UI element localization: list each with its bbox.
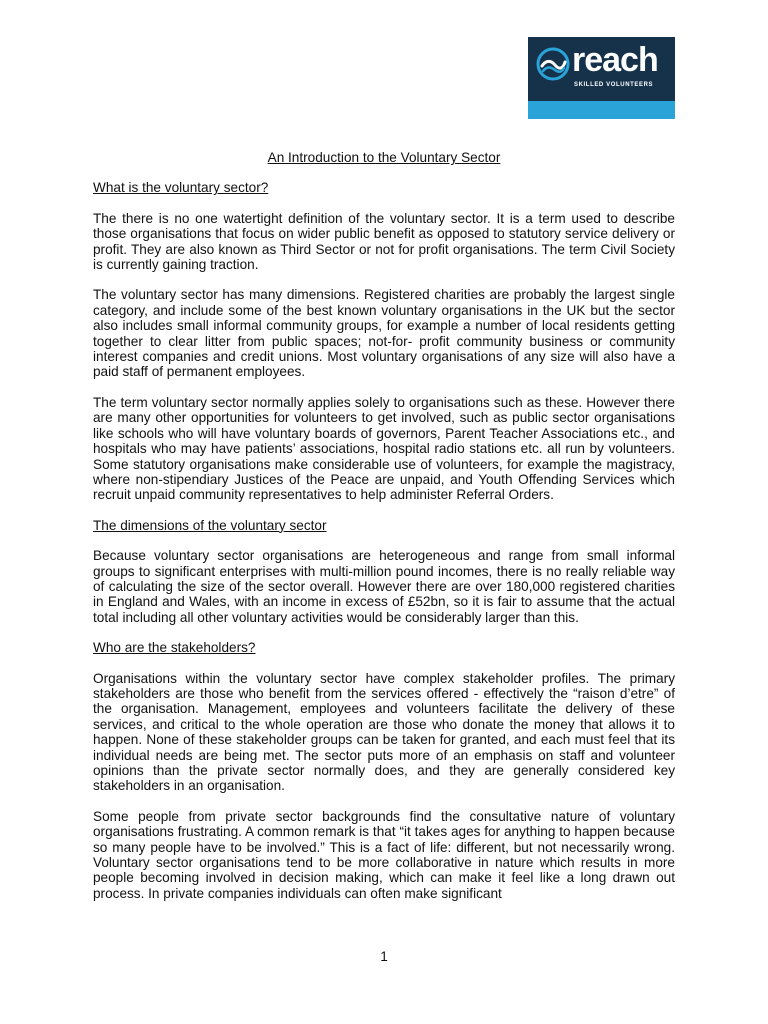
page-number: 1: [380, 949, 388, 964]
section-heading: What is the voluntary sector?: [93, 180, 269, 196]
paragraph: Because voluntary sector organisations are heterogeneous and range from small informal groups to significant enterprises with multi-million pound incomes, there is no really reliable way of calculating the size of the sector overall. However there are over 180,000 registered charities in England and Wales, with an income in excess of £52bn, so it is fair to assume that the actual total including all other voluntary activities would be considerably larger than this.: [93, 548, 675, 625]
section-heading: The dimensions of the voluntary sector: [93, 517, 327, 533]
paragraph: The there is no one watertight definition of the voluntary sector. It is a term used to describe those organisations that focus on wider public benefit as opposed to statutory service delivery or profit. They are also known as Third Sector or not for profit organisations. The term Civil Society is currently gaining traction.: [93, 210, 675, 273]
paragraph: The voluntary sector has many dimensions. Registered charities are probably the largest single category, and include some of the best known voluntary organisations in the UK but the sector also includes small informal community groups, for example a number of local residents getting together to clear litter from public spaces; not-for- profit community business or community interest companies and credit unions. Most voluntary organisations of any size will also have a paid staff of permanent employees.: [93, 287, 675, 380]
section-stakeholders: [93, 640, 675, 901]
section-what-is: [93, 180, 675, 502]
paragraph: The term voluntary sector normally applies solely to organisations such as these. However there are many other opportunities for volunteers to get involved, such as public sector organisations like schools who will have voluntary boards of governors, Parent Teacher Associations etc., and hospitals who may have patients’ associations, hospital radio stations etc. all run by volunteers. Some statutory organisations make considerable use of volunteers, for example the magistracy, where non-stipendiary Justices of the Peace are unpaid, and Youth Offending Services which recruit unpaid community representatives to help administer Referral Orders.: [93, 394, 675, 503]
wave-swirl-icon: [536, 47, 570, 81]
document-title: An Introduction to the Voluntary Sector: [267, 150, 501, 165]
logo-wordmark: reach: [572, 41, 658, 79]
paragraph: Organisations within the voluntary sector have complex stakeholder profiles. The primary stakeholders are those who benefit from the services offered - effectively the “raison d’etre” of the organisation. Management, employees and volunteers facilitate the delivery of these services, and critical to the whole operation are those who donate the money that allows it to happen. None of these stakeholder groups can be taken for granted, and each must feel that its individual needs are being met. The sector puts more of an emphasis on staff and volunteer opinions than the private sector normally does, and they are generally considered key stakeholders in an organisation.: [93, 670, 675, 794]
section-dimensions: [93, 518, 675, 625]
reach-logo: [528, 37, 675, 119]
section-heading: Who are the stakeholders?: [93, 640, 256, 656]
paragraph: Some people from private sector backgrounds find the consultative nature of voluntary organisations frustrating. A common remark is that “it takes ages for anything to happen because so many people have to be involved.” This is a fact of life: different, but not necessarily wrong. Voluntary sector organisations tend to be more collaborative in nature which results in more people becoming involved in decision making, which can make it feel like a long drawn out process. In private companies individuals can often make significant: [93, 808, 675, 901]
document-body: [93, 150, 675, 916]
logo-tagline: SKILLED VOLUNTEERS: [574, 82, 654, 88]
logo-stripe: [528, 101, 675, 119]
